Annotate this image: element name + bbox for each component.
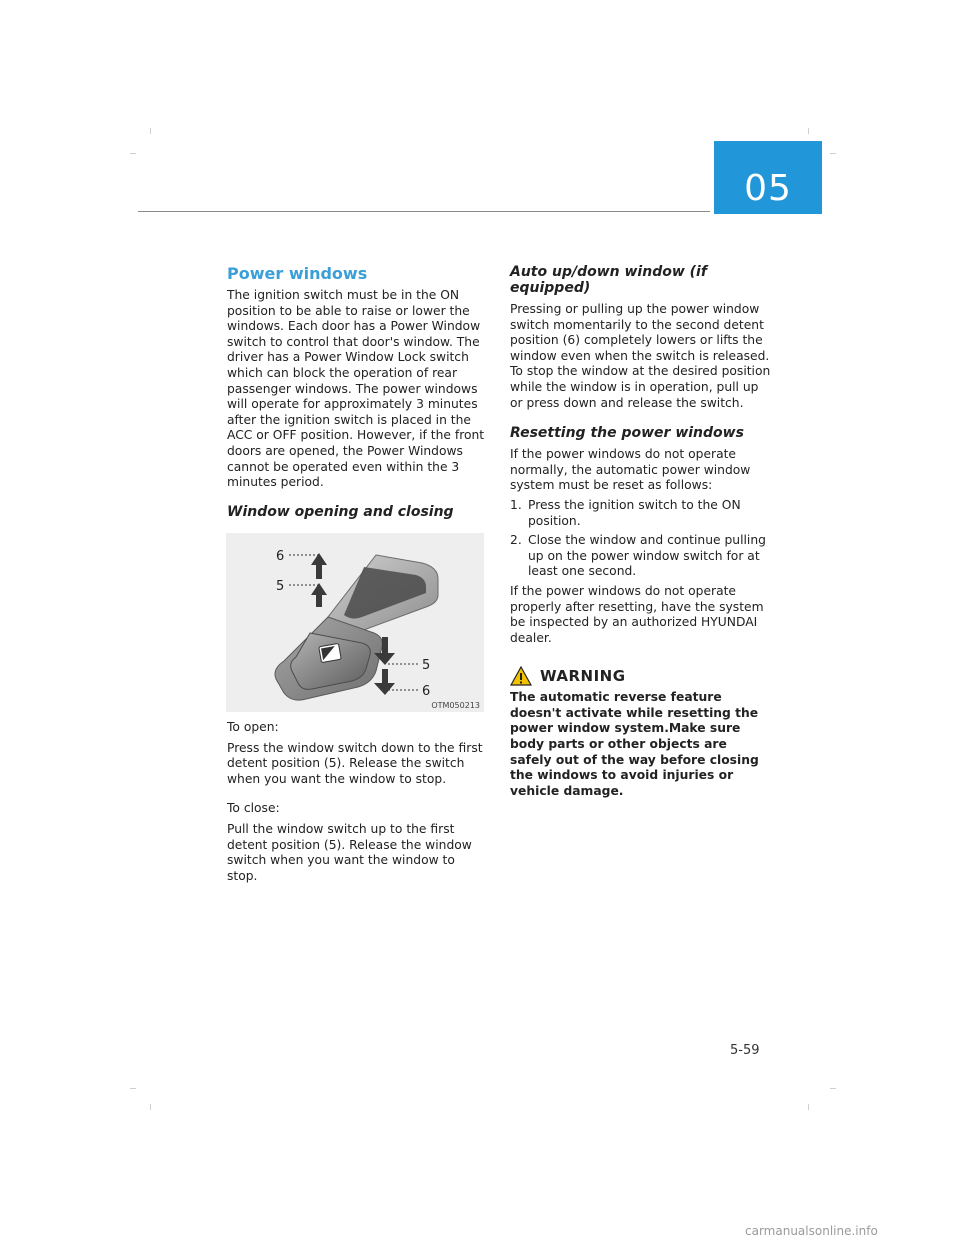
arrow-up-icon [311, 553, 327, 607]
figure-caption: OTM050213 [431, 701, 480, 710]
page-number: 5-59 [730, 1043, 760, 1058]
label-6-down: 6 [422, 684, 431, 699]
label-5-down: 5 [422, 658, 431, 673]
auto-title: Auto up/down window (if equipped) [510, 264, 707, 296]
left-column-lower [227, 720, 489, 884]
warning-text: The automatic reverse feature doesn't activate while resetting the power window system.Make sure body parts or other objects are safely out of the way before closing the windows to avoid injuries or vehicle damage. [510, 690, 759, 798]
step-number: 2. [510, 533, 522, 548]
warning-box [510, 666, 772, 799]
open-text: Press the window switch down to the first detent position (5). Release the switch when you want the window to stop. [227, 740, 483, 786]
warning-title: WARNING [540, 667, 626, 686]
subsection-title: Window opening and closing [227, 503, 454, 520]
close-text: Pull the window switch up to the first detent position (5). Release the window switch when you want the window to stop. [227, 821, 472, 883]
open-label: To open: [227, 720, 279, 734]
window-switch-figure [226, 533, 484, 712]
intro-paragraph: The ignition switch must be in the ON position to be able to raise or lower the windows. Each door has a Power Window switch to control that door's window. The driver has a Power Window Lock switch which can block the operation of rear passenger windows. The power windows will operate for approximately 3 minutes after the ignition switch is placed in the ACC or OFF position. However, if the front doors are opened, the Power Windows cannot be operated even within the 3 minutes period. [227, 288, 485, 490]
step-text: Press the ignition switch to the ON position. [528, 497, 741, 528]
label-6-up: 6 [276, 549, 285, 564]
left-column [227, 264, 489, 526]
auto-text: Pressing or pulling up the power window switch momentarily to the second detent position (6) completely lowers or lifts the window even when the switch is released. To stop the window at the desired position while the window is in operation, pull up or press down and release the switch. [510, 302, 771, 410]
chapter-tab: 05 [714, 141, 822, 214]
section-title: Power windows [227, 264, 368, 283]
list-item [510, 533, 772, 580]
reset-steps [510, 498, 772, 580]
step-text: Close the window and continue pulling up on the power window switch for at least one second. [528, 533, 766, 579]
label-5-up: 5 [276, 579, 285, 594]
warning-icon [510, 666, 532, 686]
close-label: To close: [227, 801, 280, 816]
reset-title: Resetting the power windows [510, 425, 744, 442]
window-icon [319, 643, 341, 662]
window-switch-illustration [226, 533, 484, 712]
watermark: carmanualsonline.info [745, 1224, 878, 1238]
right-column [510, 264, 772, 799]
reset-outro: If the power windows do not operate properly after resetting, have the system be inspected by an authorized HYUNDAI dealer. [510, 583, 764, 645]
step-number: 1. [510, 497, 522, 512]
header-rule [138, 211, 710, 212]
reset-intro: If the power windows do not operate normally, the automatic power window system must be reset as follows: [510, 447, 751, 493]
list-item [510, 498, 772, 529]
